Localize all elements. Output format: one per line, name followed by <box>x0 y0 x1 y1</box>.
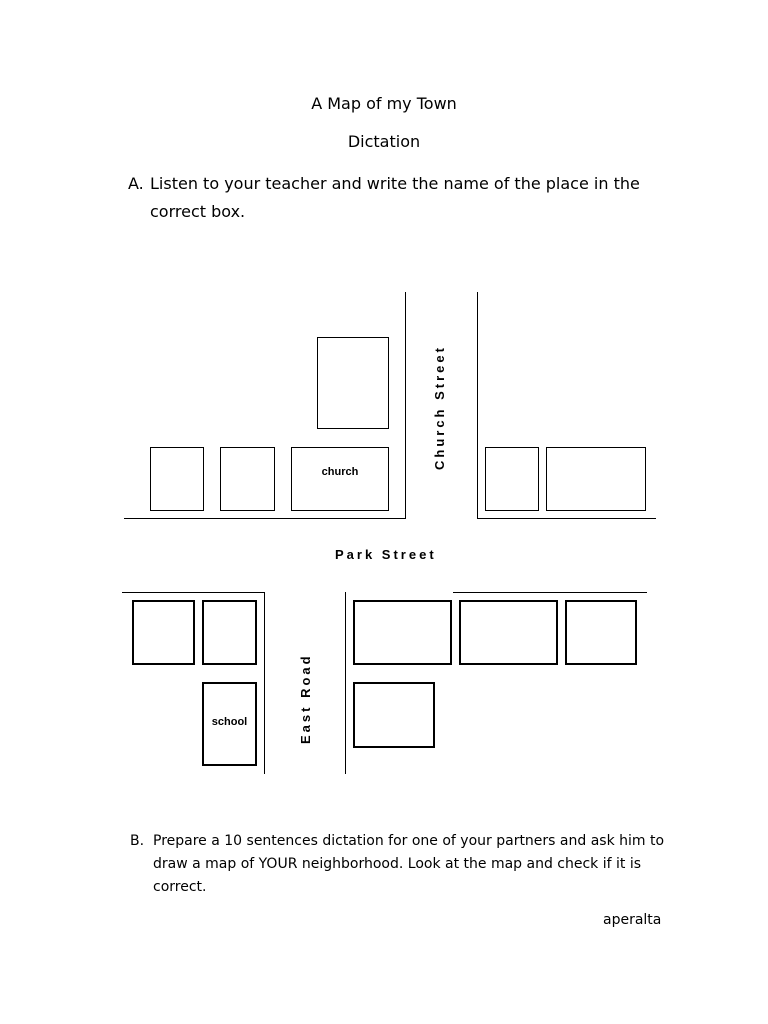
map-box-lower-right-2[interactable] <box>459 600 558 665</box>
page-subtitle: Dictation <box>347 132 421 151</box>
author-name: aperalta <box>603 912 662 928</box>
park-street-bottom-right-edge <box>453 592 647 593</box>
map-box-upper-2[interactable] <box>220 447 275 511</box>
map-box-church[interactable] <box>291 447 389 511</box>
map-box-lower-right-4[interactable] <box>353 682 435 748</box>
street-label-east: East Road <box>298 653 313 744</box>
map-box-lower-1[interactable] <box>132 600 195 665</box>
instruction-b-text: Prepare a 10 sentences dictation for one of your partners and ask him to draw a map of YOUR neighborhood. Look at the map and check if it is correct. <box>153 833 665 895</box>
church-street-left-edge <box>405 292 406 519</box>
place-label-church: church <box>321 466 359 478</box>
map-box-lower-2[interactable] <box>202 600 257 665</box>
east-road-left-edge <box>264 592 265 774</box>
map-box-lower-right-1[interactable] <box>353 600 452 665</box>
east-road-right-edge <box>345 592 346 774</box>
instruction-a-line1: Listen to your teacher and write the name of the place in the <box>150 174 640 193</box>
street-label-church: Church Street <box>432 345 447 470</box>
map-box-upper-right-2[interactable] <box>546 447 646 511</box>
church-street-right-edge <box>477 292 478 519</box>
map-box-lower-right-3[interactable] <box>565 600 637 665</box>
park-street-top-right-edge <box>477 518 656 519</box>
instruction-b <box>130 830 690 899</box>
street-label-park: Park Street <box>335 547 437 562</box>
instruction-b-label: B. <box>130 833 145 849</box>
instruction-a-label: A. <box>128 174 144 193</box>
park-street-bottom-left-edge <box>122 592 265 593</box>
page-title: A Map of my Town <box>311 94 457 113</box>
park-street-top-left-edge <box>124 518 406 519</box>
map-box-school[interactable] <box>202 682 257 766</box>
map-box-upper-tall[interactable] <box>317 337 389 429</box>
map-box-upper-1[interactable] <box>150 447 204 511</box>
instruction-a-line2: correct box. <box>150 202 246 221</box>
map-box-upper-right-1[interactable] <box>485 447 539 511</box>
place-label-school: school <box>211 716 248 728</box>
